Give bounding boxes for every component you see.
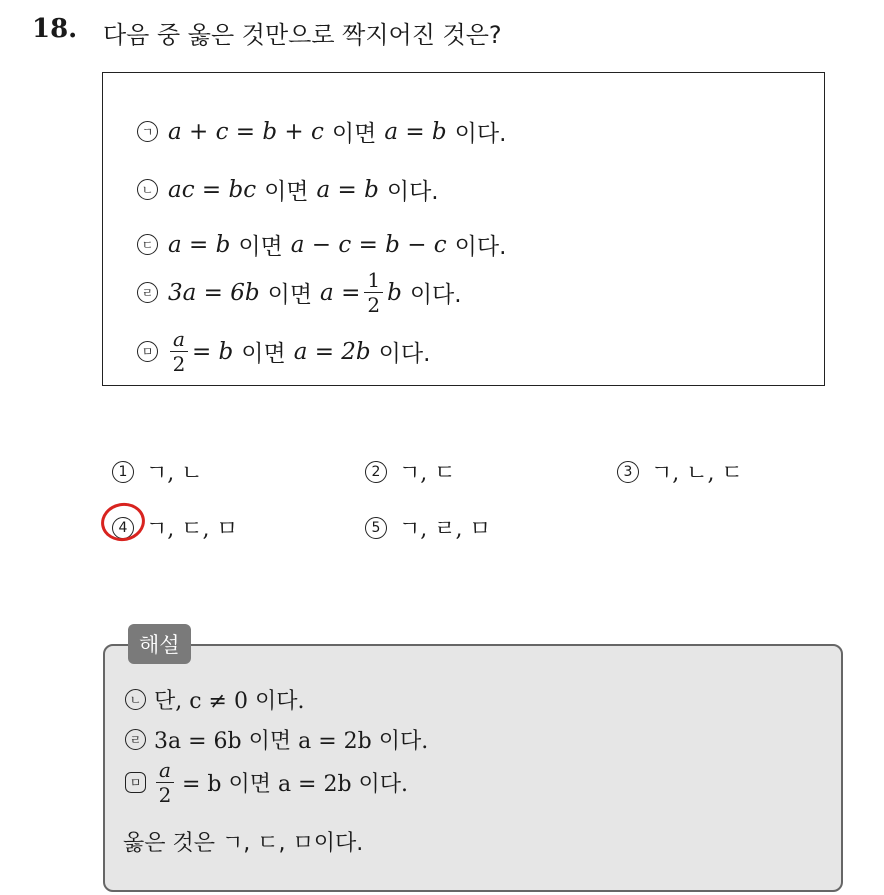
statement-math: a = bbox=[320, 279, 361, 306]
statement-korean: 이면 bbox=[238, 234, 283, 260]
fraction bbox=[156, 760, 174, 805]
choice-3[interactable] bbox=[617, 456, 743, 487]
fraction-numerator: a bbox=[170, 329, 188, 352]
hangul-mark-icon: ㄱ bbox=[137, 121, 158, 142]
choice-number-icon: 5 bbox=[365, 517, 387, 539]
hangul-mark-icon: ㄹ bbox=[137, 282, 158, 303]
hangul-mark-icon: ㅁ bbox=[125, 772, 146, 793]
statement-korean: 이면 bbox=[267, 282, 313, 308]
fraction-denominator: 2 bbox=[158, 783, 172, 807]
choice-marks: ㄱ, ㄴ bbox=[146, 461, 203, 486]
statement-math: ac = bc bbox=[168, 176, 257, 203]
choice-number-icon: 1 bbox=[112, 461, 134, 483]
statement-4 bbox=[135, 270, 470, 315]
statement-math: a − c = b − c bbox=[290, 231, 447, 258]
statement-3 bbox=[135, 228, 514, 261]
hangul-mark-icon: ㄴ bbox=[137, 179, 158, 200]
fraction bbox=[170, 329, 188, 374]
statement-korean: 이다. bbox=[454, 234, 507, 260]
choice-5[interactable] bbox=[365, 512, 491, 543]
statement-math: b bbox=[387, 279, 402, 306]
solution-text: = b 이면 a = 2b 이다. bbox=[181, 772, 409, 797]
statement-korean: 이면 bbox=[264, 179, 309, 205]
statement-math: a = b bbox=[316, 176, 379, 203]
question-prompt: 다음 중 옳은 것만으로 짝지어진 것은? bbox=[103, 21, 502, 49]
solution-text: 단, c ≠ 0 이다. bbox=[154, 689, 305, 714]
statement-math: = b bbox=[191, 338, 234, 365]
choice-number-icon: 2 bbox=[365, 461, 387, 483]
solution-text: 3a = 6b 이면 a = 2b 이다. bbox=[154, 729, 429, 754]
solution-line bbox=[123, 826, 363, 857]
choice-marks: ㄱ, ㄹ, ㅁ bbox=[399, 517, 491, 542]
choice-marks: ㄱ, ㄷ bbox=[399, 461, 456, 486]
statement-korean: 이다. bbox=[378, 341, 431, 367]
question-number: 18. bbox=[32, 14, 78, 44]
fraction-numerator: a bbox=[156, 760, 174, 783]
statement-korean: 이면 bbox=[331, 121, 377, 147]
hangul-mark-icon: ㄴ bbox=[125, 689, 146, 710]
solution-text: 옳은 것은 ㄱ, ㄷ, ㅁ이다. bbox=[123, 831, 364, 856]
hangul-mark-icon: ㅁ bbox=[137, 341, 158, 362]
statement-5 bbox=[135, 329, 438, 374]
fraction-denominator: 2 bbox=[172, 352, 186, 376]
statement-korean: 이다. bbox=[454, 121, 507, 147]
solution-line bbox=[123, 724, 428, 755]
hangul-mark-icon: ㄷ bbox=[137, 234, 158, 255]
statement-korean: 이다. bbox=[409, 282, 462, 308]
solution-line bbox=[123, 760, 408, 805]
statement-math: 3a = 6b bbox=[168, 279, 260, 306]
statement-math: a + c = b + c bbox=[168, 118, 324, 145]
choice-1[interactable] bbox=[112, 456, 203, 487]
statement-korean: 이면 bbox=[241, 341, 286, 367]
fraction-denominator: 2 bbox=[367, 293, 381, 317]
choice-marks: ㄱ, ㄷ, ㅁ bbox=[146, 517, 238, 542]
statements-box bbox=[102, 72, 825, 386]
solution-box bbox=[103, 644, 843, 892]
choice-2[interactable] bbox=[365, 456, 456, 487]
statement-math: a = 2b bbox=[293, 338, 371, 365]
choice-number-icon: 3 bbox=[617, 461, 639, 483]
solution-line bbox=[123, 684, 304, 715]
choice-number-icon: 4 bbox=[112, 517, 134, 539]
choice-marks: ㄱ, ㄴ, ㄷ bbox=[651, 461, 743, 486]
solution-tag: 해설 bbox=[128, 624, 191, 664]
fraction bbox=[364, 270, 383, 315]
statement-math: a = b bbox=[384, 118, 447, 145]
statement-1 bbox=[135, 115, 514, 148]
hangul-mark-icon: ㄹ bbox=[125, 729, 146, 750]
fraction-numerator: 1 bbox=[364, 270, 383, 293]
statement-korean: 이다. bbox=[386, 179, 439, 205]
statement-2 bbox=[135, 173, 447, 206]
statement-math: a = b bbox=[168, 231, 231, 258]
